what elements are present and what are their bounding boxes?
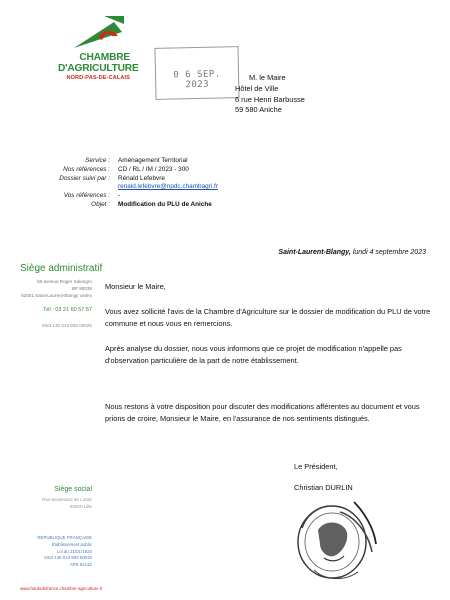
siege-administratif-title: Siège administratif [20,263,103,274]
vos-references-label: Vos références : [63,192,110,200]
recipient-line: M. le Maire [249,73,286,82]
letter-paragraph: Nous restons à votre disposition pour discuter des modifications afférentes au document et vous prions de croire, Monsieur le Maire, en l'assurance de nos sentiments distingués. [105,402,420,423]
vos-references-value: - [118,192,121,200]
recipient-line: 59 580 Aniche [235,105,282,115]
contact-email-link[interactable]: renald.lefebvre@npdc.chambagri.fr [118,183,218,191]
siege-social-title: Siège social [54,486,92,493]
recipient-line: Hôtel de Ville [235,83,279,93]
siret-number: Siret 130 013 593 00025 [41,323,92,328]
official-seal-icon [284,492,386,586]
nos-references-value: CD / RL / IM / 2023 - 300 [118,165,189,173]
signature-title: Le Président, [294,462,338,471]
website-link[interactable]: www.hautsdefrance.chambre-agriculture.fr [20,586,103,591]
received-stamp [154,46,239,100]
date-place: Saint-Laurent-Blangy, [278,249,351,256]
letter-paragraph: Vous avez sollicité l'avis de la Chambre d'Agriculture sur le dossier de modification du PLU de votre commune et nous vous en remercions. [105,307,431,328]
service-value: Aménagement Territorial [118,157,188,164]
objet-label: Objet : [91,200,110,208]
stamp-date: 0 6 SEP. 2023 [173,69,221,91]
letter-paragraph: Après analyse du dossier, nous vous informons que ce projet de modification n'appelle pas d'observation particulière de la part de notre établissement. [105,344,402,365]
legal-info-block: RÉPUBLIQUE FRANÇAISE Établissement public Loi du 31/01/1924 Siret 130 013 593 00033 APE 9411Z [37,535,92,568]
siege-social-address: Rue Boulevard de Lorde 59000 Lille [42,497,92,509]
letter-salutation: Monsieur le Maire, [105,282,166,291]
letter-date [230,249,426,256]
recipient-line: 6 rue Henri Barbusse [235,94,305,104]
chambre-agriculture-logo-icon [68,14,128,50]
signature-name: Christian DURLIN [294,483,353,492]
service-label: Service : [85,157,110,164]
recipient-address [235,73,305,116]
dossier-suivi-value: Rénald Lefebvre [118,174,165,182]
reference-block [20,157,440,210]
brand-name: CHAMBRE D'AGRICULTURE [58,52,139,74]
nos-references-label: Nos références : [63,165,110,173]
telephone: Tél : 03 21 60 57 57 [43,307,92,313]
date-day: lundi 4 septembre 2023 [352,249,426,256]
brand-region: NORD-PAS-DE-CALAIS [66,75,130,81]
siege-administratif-address: 56 avenue Roger Salengro BP 80039 62051 Saint-Laurent-Blangy cedex [21,279,92,298]
dossier-suivi-label: Dossier suivi par : [59,174,110,182]
objet-value: Modification du PLU de Aniche [118,200,212,208]
